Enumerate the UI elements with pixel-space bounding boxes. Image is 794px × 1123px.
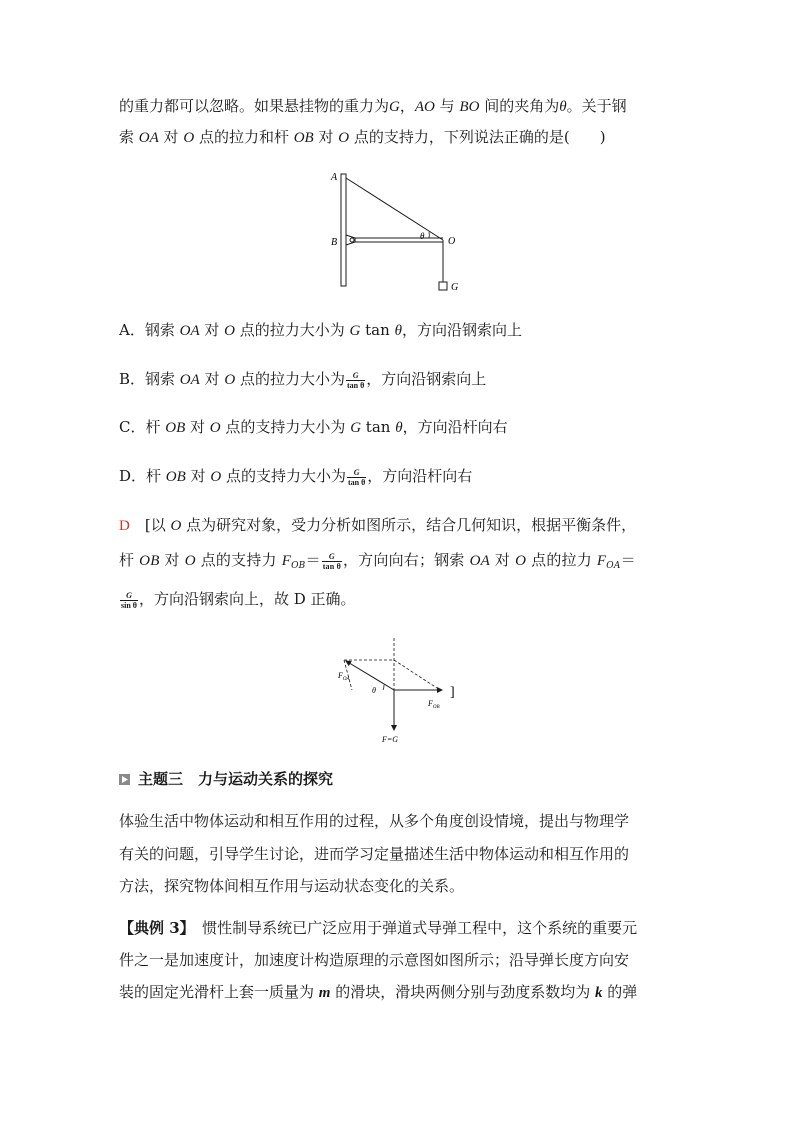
text: 对 xyxy=(158,128,184,146)
text: 对 xyxy=(199,370,225,388)
fraction xyxy=(322,552,342,571)
text: 与 xyxy=(434,97,460,115)
example-tag: 【典例 3】 xyxy=(119,919,188,937)
text: 对 xyxy=(185,418,210,436)
text: ＝ xyxy=(305,551,321,569)
text: 点为研究对象，受力分析如图所示，结合几何知识，根据平衡条件， xyxy=(181,516,637,534)
denominator: tan θ xyxy=(346,380,365,390)
text: 体验生活中物体运动和相互作用的过程，从多个角度创设情境，提出与物理学 xyxy=(119,812,630,830)
play-icon xyxy=(119,774,130,785)
denominator: sin θ xyxy=(121,600,137,610)
answer-line-1 xyxy=(119,508,679,543)
label-g: G xyxy=(451,282,459,293)
text: C．杆 xyxy=(119,418,166,436)
hinge-pin xyxy=(350,238,354,242)
text: B．钢索 xyxy=(119,370,180,388)
text: 间的夹角为 xyxy=(479,97,560,115)
subscript: OA xyxy=(606,561,621,571)
text: D．杆 xyxy=(119,467,166,485)
numerator: G xyxy=(346,371,365,381)
fraction xyxy=(347,468,366,487)
para-line-2 xyxy=(119,837,679,871)
var-m: m xyxy=(318,985,331,1001)
text: 对 xyxy=(159,551,185,569)
text: ，方向向右；钢索 xyxy=(342,551,470,569)
option-c xyxy=(119,410,679,445)
text: 有关的问题，引导学生讨论，进而学习定量描述生活中物体运动和相互作用的 xyxy=(119,845,630,863)
example-line-2 xyxy=(119,943,679,977)
text: 的重力都可以忽略。如果悬挂物的重力为 xyxy=(119,97,390,115)
var: θ xyxy=(395,420,403,436)
text: tan xyxy=(360,321,395,339)
text: ，方向沿杆向右 xyxy=(367,467,473,485)
answer-letter: D xyxy=(119,518,130,534)
var-oa: OA xyxy=(138,130,159,146)
para-line-1 xyxy=(119,804,679,838)
var: OB xyxy=(165,469,186,485)
var-ao: AO xyxy=(414,99,435,115)
text: 索 xyxy=(119,128,139,146)
denominator: tan θ xyxy=(347,477,366,487)
text: 件之一是加速度计，加速度计构造原理的示意图如图所示；沿导弹长度方向安 xyxy=(119,951,630,969)
var: O xyxy=(209,420,221,436)
figure-cable-rod xyxy=(325,168,475,298)
var-g: G xyxy=(389,99,400,115)
text: 对 xyxy=(489,551,516,569)
denominator: tan θ xyxy=(322,561,341,571)
text: 装的固定光滑杆上套一质量为 xyxy=(119,983,319,1001)
text: ，方向沿杆向右 xyxy=(402,418,508,436)
text: 点的拉力大小为 xyxy=(235,321,350,339)
wall xyxy=(341,174,346,286)
label-o: O xyxy=(448,236,456,247)
text: 。关于钢 xyxy=(566,97,627,115)
text: [以 xyxy=(129,516,171,534)
text: 点的支持力大小为 xyxy=(221,467,346,485)
var-o: O xyxy=(183,130,195,146)
text: 点的拉力和杆 xyxy=(194,128,294,146)
var: OA xyxy=(179,323,200,339)
text: ，方向沿钢索向上，故 D 正确。 xyxy=(138,590,356,608)
section-heading xyxy=(119,762,679,796)
para-line-3 xyxy=(119,869,679,903)
text: 点的支持力大小为 xyxy=(220,418,351,436)
numerator: G xyxy=(347,468,366,478)
text: 点的拉力大小为 xyxy=(235,370,345,388)
subscript: OB xyxy=(291,561,306,571)
example-line-1 xyxy=(119,911,679,945)
text: 杆 xyxy=(119,551,140,569)
text: 惯性制导系统已广泛应用于弹道式导弹工程中，这个系统的重要元 xyxy=(187,919,638,937)
text: 对 xyxy=(313,128,339,146)
fraction xyxy=(346,371,365,390)
label-foa: $F_{OA}$ xyxy=(338,671,350,682)
var: OA xyxy=(469,553,490,569)
left-dashed-line xyxy=(344,660,352,690)
var: OA xyxy=(179,372,200,388)
closing-bracket: ] xyxy=(450,685,455,700)
var: O xyxy=(515,553,527,569)
theta-arc-2 xyxy=(383,685,384,690)
var-k: k xyxy=(595,985,603,1001)
text: tan xyxy=(361,418,396,436)
var-bo: BO xyxy=(459,99,480,115)
var: θ xyxy=(394,323,402,339)
var-o: O xyxy=(338,130,350,146)
label-theta-2: θ xyxy=(372,686,376,695)
var: G xyxy=(350,420,362,436)
var: F xyxy=(281,553,292,569)
answer-line-2 xyxy=(119,543,679,583)
var: O xyxy=(224,323,235,339)
var: O xyxy=(184,553,196,569)
option-d xyxy=(119,459,679,494)
label-a: A xyxy=(331,172,338,183)
intro-line-2 xyxy=(119,120,679,155)
var: O xyxy=(170,518,182,534)
text: 点的支持力 xyxy=(195,551,282,569)
label-fg: F=G xyxy=(382,735,399,744)
numerator: G xyxy=(322,552,342,562)
text: 方法，探究物体间相互作用与运动状态变化的关系。 xyxy=(119,877,465,895)
option-b xyxy=(119,362,679,397)
text: ＝ xyxy=(620,551,636,569)
text: A．钢索 xyxy=(119,321,180,339)
arrow-foa xyxy=(346,661,394,690)
option-a xyxy=(119,313,679,348)
text: 对 xyxy=(185,467,211,485)
cable-ao xyxy=(346,178,443,240)
fraction xyxy=(120,591,138,610)
answer-line-3 xyxy=(119,582,679,616)
label-b: B xyxy=(331,237,338,248)
text: 对 xyxy=(199,321,225,339)
example-line-3 xyxy=(119,975,679,1010)
section-title: 主题三 力与运动关系的探究 xyxy=(138,770,334,788)
text: ，方向沿钢索向上 xyxy=(366,370,487,388)
label-theta: θ xyxy=(420,231,425,241)
var: OB xyxy=(139,553,160,569)
var-ob: OB xyxy=(293,130,314,146)
text: 的弹 xyxy=(602,983,638,1001)
var: O xyxy=(224,372,236,388)
text: ，方向沿钢索向上 xyxy=(401,321,522,339)
text: 点的拉力 xyxy=(526,551,597,569)
intro-line-1 xyxy=(119,89,679,124)
var: F xyxy=(596,553,607,569)
figure-force-diagram xyxy=(330,634,470,746)
label-fob: $F_{OB}$ xyxy=(428,699,440,710)
numerator: G xyxy=(120,591,138,601)
text: 的滑块，滑块两侧分别与劲度系数均为 xyxy=(330,983,595,1001)
var: O xyxy=(210,469,222,485)
text: ， xyxy=(399,97,415,115)
var: OB xyxy=(165,420,186,436)
text: 点的支持力，下列说法正确的是( ) xyxy=(349,128,606,146)
weight-block xyxy=(439,282,447,290)
var-theta: θ xyxy=(559,99,567,115)
diag-dashed-line xyxy=(394,660,440,690)
var: G xyxy=(349,323,361,339)
